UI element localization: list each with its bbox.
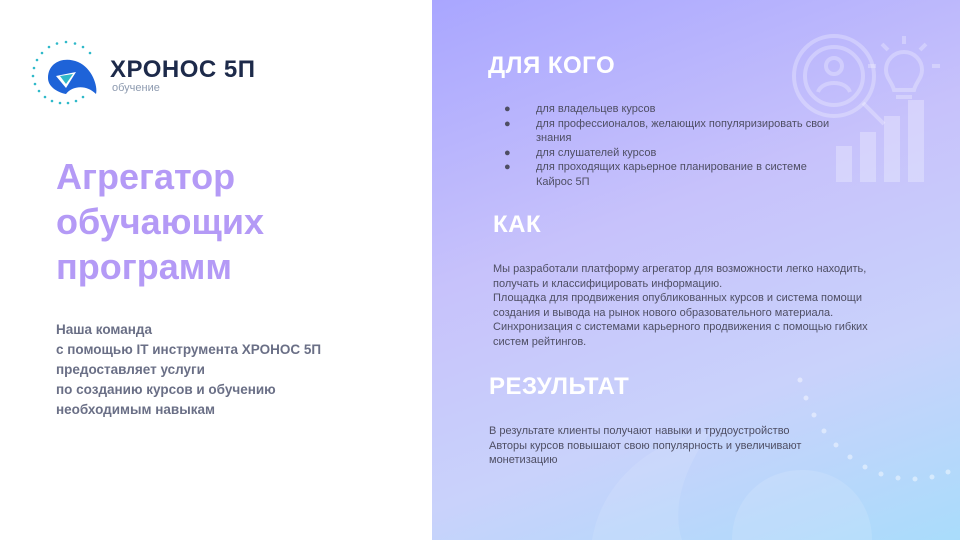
section-title-how: КАК — [493, 211, 542, 238]
headline-line: обучающих — [56, 201, 264, 242]
how-line: получать и классифицировать информацию. — [493, 277, 723, 290]
list-item-text: для профессионалов, желающих популяризировать свои знания — [536, 117, 830, 144]
brand-name: ХРОНОС 5П — [110, 56, 256, 83]
right-panel — [432, 0, 960, 540]
lightbulb-icon — [868, 36, 940, 97]
how-line: Площадка для продвижения опубликованных курсов и система помощи — [493, 292, 862, 304]
bullet-icon: ● — [504, 161, 511, 173]
page-title — [56, 154, 416, 289]
result-description — [489, 424, 919, 468]
how-line: систем рейтингов. — [493, 335, 587, 348]
how-description — [493, 262, 923, 349]
bullet-icon: ● — [504, 103, 511, 115]
list-item — [504, 160, 844, 189]
team-description — [56, 320, 416, 420]
brand-subtitle: обучение — [112, 82, 160, 94]
for-whom-list — [504, 102, 844, 189]
team-line: Наша команда — [56, 322, 152, 337]
team-line: предоставляет услуги — [56, 362, 205, 377]
list-item-text: для владельцев курсов — [536, 103, 656, 115]
team-line: по созданию курсов и обучению — [56, 382, 276, 397]
result-line: Авторы курсов повышают свою популярность и увеличивают — [489, 439, 802, 452]
left-panel — [0, 0, 432, 540]
list-item-text: для слушателей курсов — [536, 146, 657, 159]
team-line: необходимым навыкам — [56, 402, 216, 417]
list-item — [504, 117, 844, 146]
how-line: Мы разработали платформу агрегатор для возможности легко находить, — [493, 263, 867, 275]
team-line: с помощью IT инструмента ХРОНОС 5П — [56, 342, 322, 357]
how-line: создания и вывода на рынок нового образовательного материала. — [493, 306, 834, 319]
bullet-icon: ● — [504, 146, 511, 159]
result-line: монетизацию — [489, 454, 558, 466]
list-item-text: для проходящих карьерное планирование в системе Кайрос 5П — [536, 161, 807, 188]
curved-arrow-icon — [732, 470, 872, 540]
list-item — [504, 146, 844, 161]
section-title-for-whom: ДЛЯ КОГО — [488, 52, 616, 79]
section-title-result: РЕЗУЛЬТАТ — [489, 373, 630, 400]
result-line: В результате клиенты получают навыки и трудоустройство — [489, 425, 790, 437]
headline-line: программ — [56, 246, 232, 287]
list-item — [504, 102, 844, 117]
headline-line: Агрегатор — [56, 156, 236, 197]
bullet-icon: ● — [504, 117, 511, 130]
how-line: Синхронизация с системами карьерного продвижения с помощью гибких — [493, 321, 868, 333]
logo-icon — [26, 36, 106, 108]
